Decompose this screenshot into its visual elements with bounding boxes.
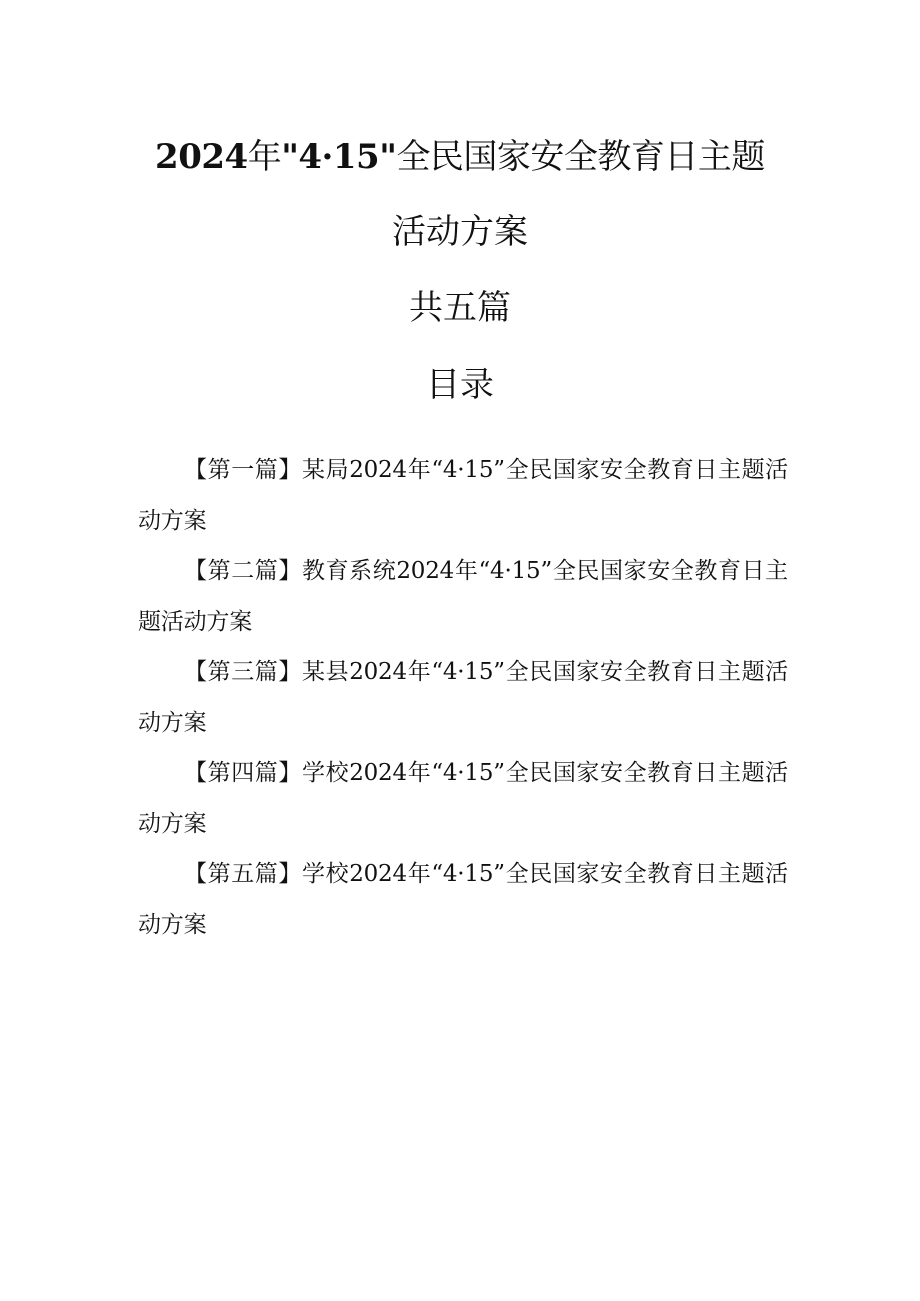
title-year: 2024 bbox=[155, 137, 248, 177]
document-title-line-1 bbox=[0, 137, 920, 177]
toc-item-org: 教育系统 bbox=[301, 558, 397, 584]
toc-item-org: 学校 bbox=[301, 760, 350, 786]
toc-item-year: 2024 bbox=[349, 861, 407, 887]
toc-item-5[interactable] bbox=[138, 849, 788, 950]
toc-item-tag: 【第三篇】 bbox=[184, 659, 302, 685]
toc-item-year: 2024 bbox=[349, 760, 407, 786]
toc-item-nian: 年 bbox=[406, 760, 432, 786]
toc-item-2[interactable] bbox=[138, 546, 788, 647]
toc-item-3[interactable] bbox=[138, 647, 788, 748]
toc-item-org: 某局 bbox=[301, 457, 350, 483]
toc-item-nian: 年 bbox=[406, 457, 432, 483]
table-of-contents bbox=[138, 445, 788, 950]
toc-item-quote: “4·15” bbox=[431, 659, 505, 685]
title-year-char: 年 bbox=[247, 137, 282, 177]
title-topic: 全民国家安全教育日主题 bbox=[396, 137, 765, 177]
toc-item-topic: 全民国家安全教育日主题活动方案 bbox=[138, 558, 788, 635]
toc-item-tag: 【第一篇】 bbox=[184, 457, 302, 483]
toc-item-year: 2024 bbox=[349, 659, 407, 685]
toc-item-1[interactable] bbox=[138, 445, 788, 546]
toc-item-quote: “4·15” bbox=[431, 457, 505, 483]
toc-item-year: 2024 bbox=[396, 558, 455, 584]
toc-item-tag: 【第二篇】 bbox=[184, 558, 302, 584]
toc-item-tag: 【第五篇】 bbox=[184, 861, 302, 887]
toc-item-quote: “4·15” bbox=[431, 760, 505, 786]
document-title-line-2: 活动方案 bbox=[392, 212, 528, 252]
toc-item-quote: “4·15” bbox=[478, 558, 553, 584]
toc-item-nian: 年 bbox=[406, 659, 432, 685]
toc-item-quote: “4·15” bbox=[431, 861, 505, 887]
toc-item-nian: 年 bbox=[406, 861, 432, 887]
title-date-quote: "4·15" bbox=[281, 137, 397, 177]
toc-item-nian: 年 bbox=[454, 558, 479, 584]
toc-item-topic: 全民国家安全教育日主题活动方案 bbox=[138, 659, 788, 736]
document-subtitle: 共五篇 bbox=[409, 288, 511, 328]
toc-item-4[interactable] bbox=[138, 748, 788, 849]
toc-item-org: 学校 bbox=[301, 861, 350, 887]
toc-heading: 目录 bbox=[426, 365, 494, 405]
toc-item-topic: 全民国家安全教育日主题活动方案 bbox=[138, 457, 788, 534]
toc-item-topic: 全民国家安全教育日主题活动方案 bbox=[138, 861, 788, 938]
toc-item-year: 2024 bbox=[349, 457, 407, 483]
toc-item-tag: 【第四篇】 bbox=[184, 760, 302, 786]
toc-item-topic: 全民国家安全教育日主题活动方案 bbox=[138, 760, 788, 837]
toc-item-org: 某县 bbox=[301, 659, 350, 685]
